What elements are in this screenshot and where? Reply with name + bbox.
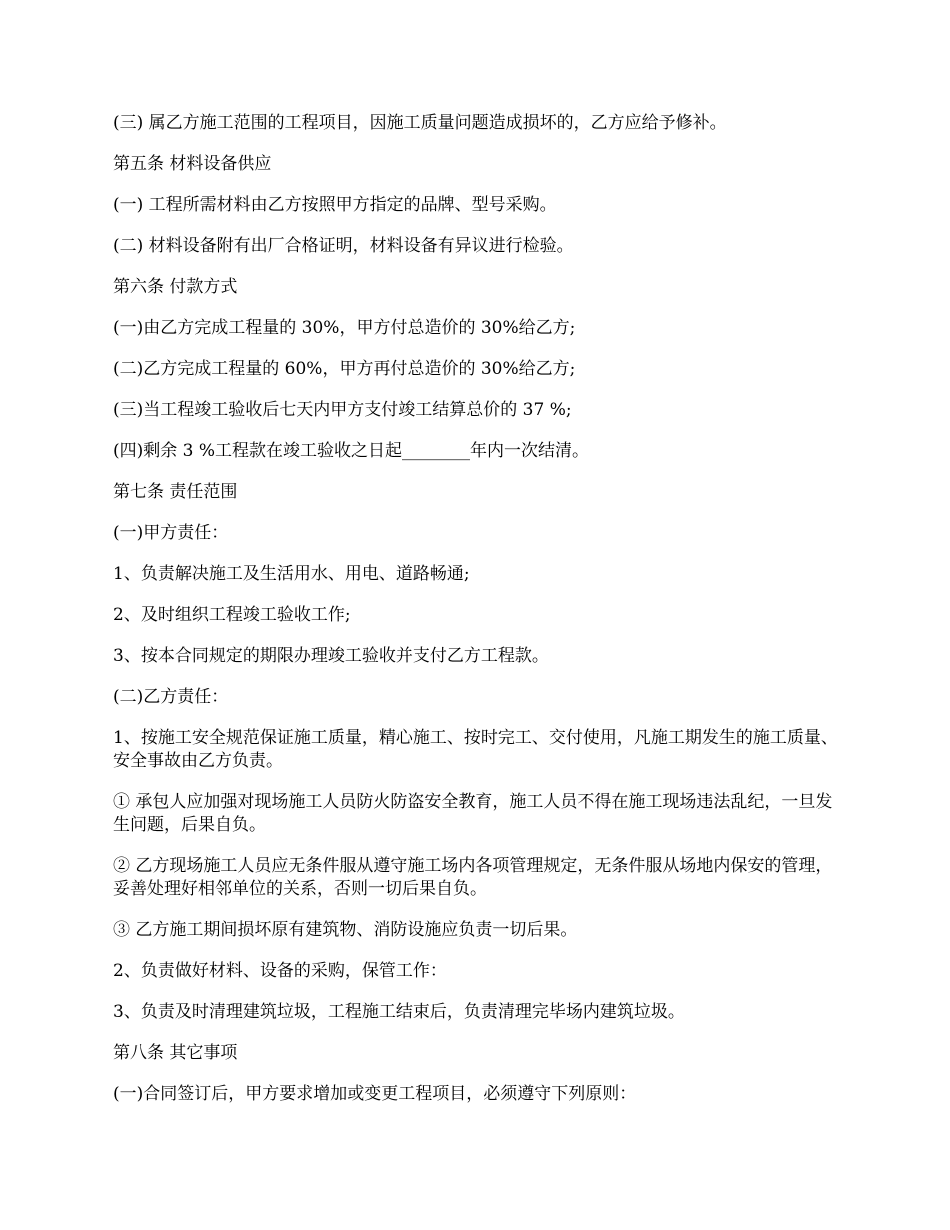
party-b-subitem-1: ① 承包人应加强对现场施工人员防火防盗安全教育，施工人员不得在施工现场违法乱纪，一旦发生问题，后果自负。	[113, 792, 833, 835]
party-b-subitem-2: ② 乙方现场施工人员应无条件服从遵守施工场内各项管理规定，无条件服从场地内保安的管理，妥善处理好相邻单位的关系，否则一切后果自负。	[113, 856, 833, 899]
article-7-heading: 第七条 责任范围	[113, 482, 238, 502]
party-b-duty-3: 3、负责及时清理建筑垃圾，工程施工结束后，负责清理完毕场内建筑垃圾。	[113, 1002, 685, 1022]
party-a-heading: (一)甲方责任：	[113, 523, 229, 543]
party-b-duty-2: 2、负责做好材料、设备的采购，保管工作：	[113, 961, 447, 981]
article-8-item-1: (一)合同签订后，甲方要求增加或变更工程项目，必须遵守下列原则：	[113, 1084, 637, 1104]
party-a-duty-1: 1、负责解决施工及生活用水、用电、道路畅通;	[113, 564, 470, 584]
article-6-item-1: (一)由乙方完成工程量的 30%，甲方付总造价的 30%给乙方;	[113, 318, 576, 338]
party-b-heading: (二)乙方责任：	[113, 687, 229, 707]
party-a-duty-2: 2、及时组织工程竣工验收工作;	[113, 605, 351, 625]
party-a-duty-3: 3、按本合同规定的期限办理竣工验收并支付乙方工程款。	[113, 646, 549, 666]
article-6-item-4: (四)剩余 3 %工程款在竣工验收之日起________年内一次结清。	[113, 441, 590, 461]
party-b-subitem-3: ③ 乙方施工期间损坏原有建筑物、消防设施应负责一切后果。	[113, 920, 578, 940]
article-5-item-2: (二) 材料设备附有出厂合格证明，材料设备有异议进行检验。	[113, 236, 574, 256]
article-6-heading: 第六条 付款方式	[113, 277, 238, 297]
article-8-heading: 第八条 其它事项	[113, 1043, 238, 1063]
clause-3-repair: (三) 属乙方施工范围的工程项目，因施工质量问题造成损坏的，乙方应给予修补。	[113, 113, 727, 133]
article-5-heading: 第五条 材料设备供应	[113, 154, 272, 174]
document-body	[113, 112, 843, 1124]
article-6-item-3: (三)当工程竣工验收后七天内甲方支付竣工结算总价的 37 %;	[113, 400, 572, 420]
article-5-item-1: (一) 工程所需材料由乙方按照甲方指定的品牌、型号采购。	[113, 195, 557, 215]
article-6-item-2: (二)乙方完成工程量的 60%，甲方再付总造价的 30%给乙方;	[113, 359, 576, 379]
party-b-duty-1: 1、按施工安全规范保证施工质量，精心施工、按时完工、交付使用，凡施工期发生的施工质量、安全事故由乙方负责。	[113, 728, 838, 771]
